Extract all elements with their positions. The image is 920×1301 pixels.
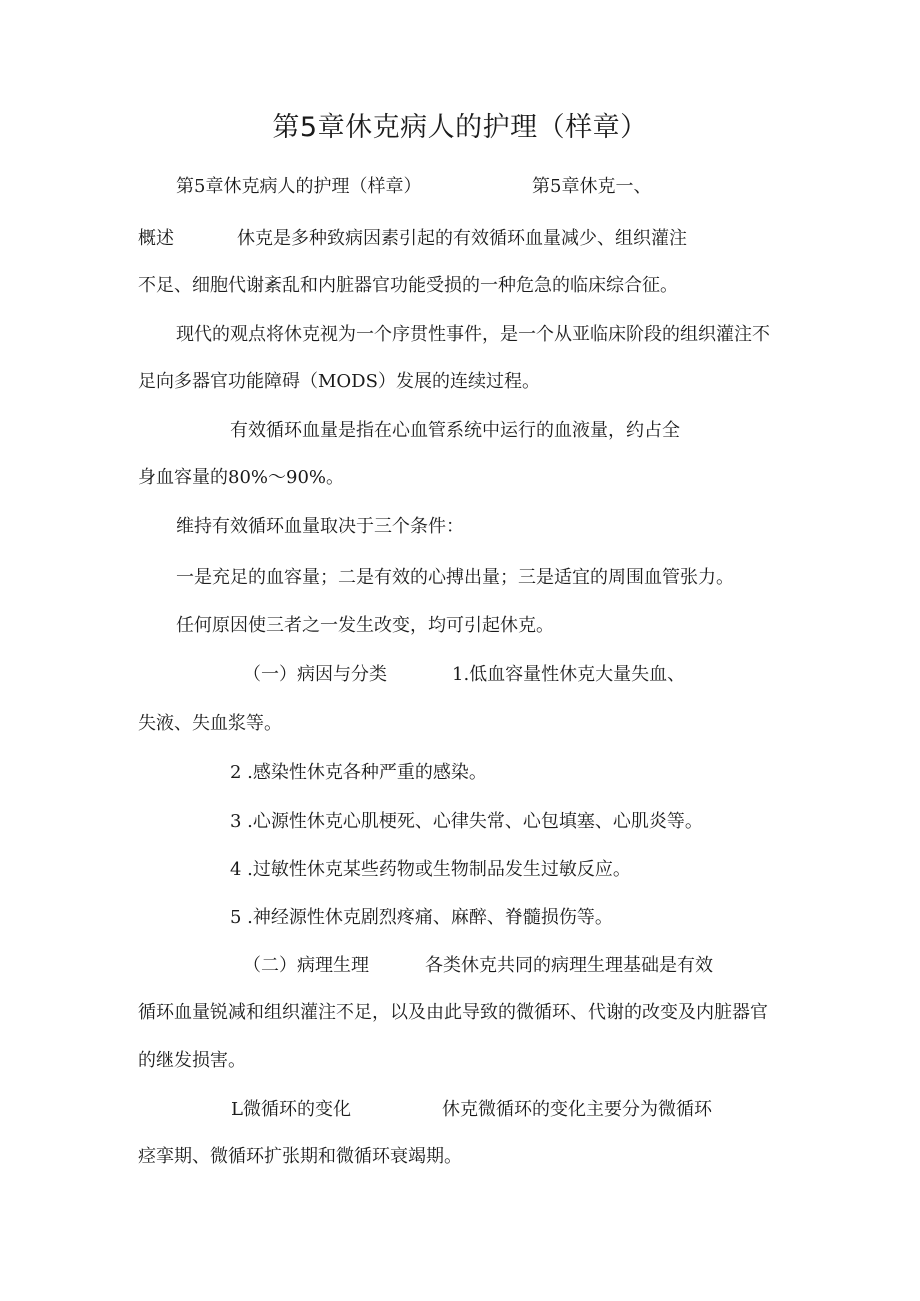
paragraph-effective-volume-cont: 身血容量的80%～90%。 [138, 467, 345, 488]
list-item-septic: 2 .感染性休克各种严重的感染。 [230, 762, 487, 783]
paragraph-microcirculation: 休克微循环的变化主要分为微循环 [442, 1099, 712, 1120]
paragraph-conditions: 维持有效循环血量取决于三个条件： [176, 516, 464, 537]
list-item-hypovolemic-cont: 失液、失血浆等。 [138, 713, 282, 734]
paragraph-pathophysiology-end: 的继发损害。 [138, 1050, 246, 1071]
paragraph-definition: 休克是多种致病因素引起的有效循环血量减少、组织灌注 [237, 228, 687, 249]
paragraph-microcirculation-cont: 痉挛期、微循环扩张期和微循环衰竭期。 [138, 1146, 462, 1167]
list-item-cardiogenic: 3 .心源性休克心肌梗死、心律失常、心包填塞、心肌炎等。 [230, 811, 703, 832]
section-heading-causes: （一）病因与分类 [243, 664, 387, 685]
section-heading-pathophysiology: （二）病理生理 [243, 955, 369, 976]
paragraph-three-conditions: 一是充足的血容量；二是有效的心搏出量；三是适宜的周围血管张力。 [176, 567, 734, 588]
list-item-neurogenic: 5 .神经源性休克剧烈疼痛、麻醉、脊髓损伤等。 [230, 907, 613, 928]
list-item-hypovolemic: 1.低血容量性休克大量失血、 [452, 664, 686, 685]
heading-overview: 概述 [138, 228, 174, 249]
paragraph-chapter-ref-2: 第5章休克一、 [532, 176, 652, 197]
subsection-heading-microcirculation: L微循环的变化 [231, 1099, 351, 1120]
paragraph-definition-cont: 不足、细胞代谢紊乱和内脏器官功能受损的一种危急的临床综合征。 [138, 275, 678, 296]
list-item-anaphylactic: 4 .过敏性休克某些药物或生物制品发生过敏反应。 [230, 859, 631, 880]
paragraph-modern-view-cont: 足向多器官功能障碍（MODS）发展的连续过程。 [138, 371, 540, 392]
paragraph-modern-view: 现代的观点将休克视为一个序贯性事件，是一个从亚临床阶段的组织灌注不 [176, 324, 770, 345]
paragraph-chapter-ref: 第5章休克病人的护理（样章） [176, 176, 422, 197]
paragraph-cause: 任何原因使三者之一发生改变，均可引起休克。 [176, 615, 554, 636]
page-title: 第5章休克病人的护理（样章） [272, 112, 648, 143]
paragraph-pathophysiology: 各类休克共同的病理生理基础是有效 [425, 955, 713, 976]
paragraph-effective-volume: 有效循环血量是指在心血管系统中运行的血液量，约占全 [230, 420, 680, 441]
paragraph-pathophysiology-cont: 循环血量锐减和组织灌注不足，以及由此导致的微循环、代谢的改变及内脏器官 [138, 1002, 768, 1023]
